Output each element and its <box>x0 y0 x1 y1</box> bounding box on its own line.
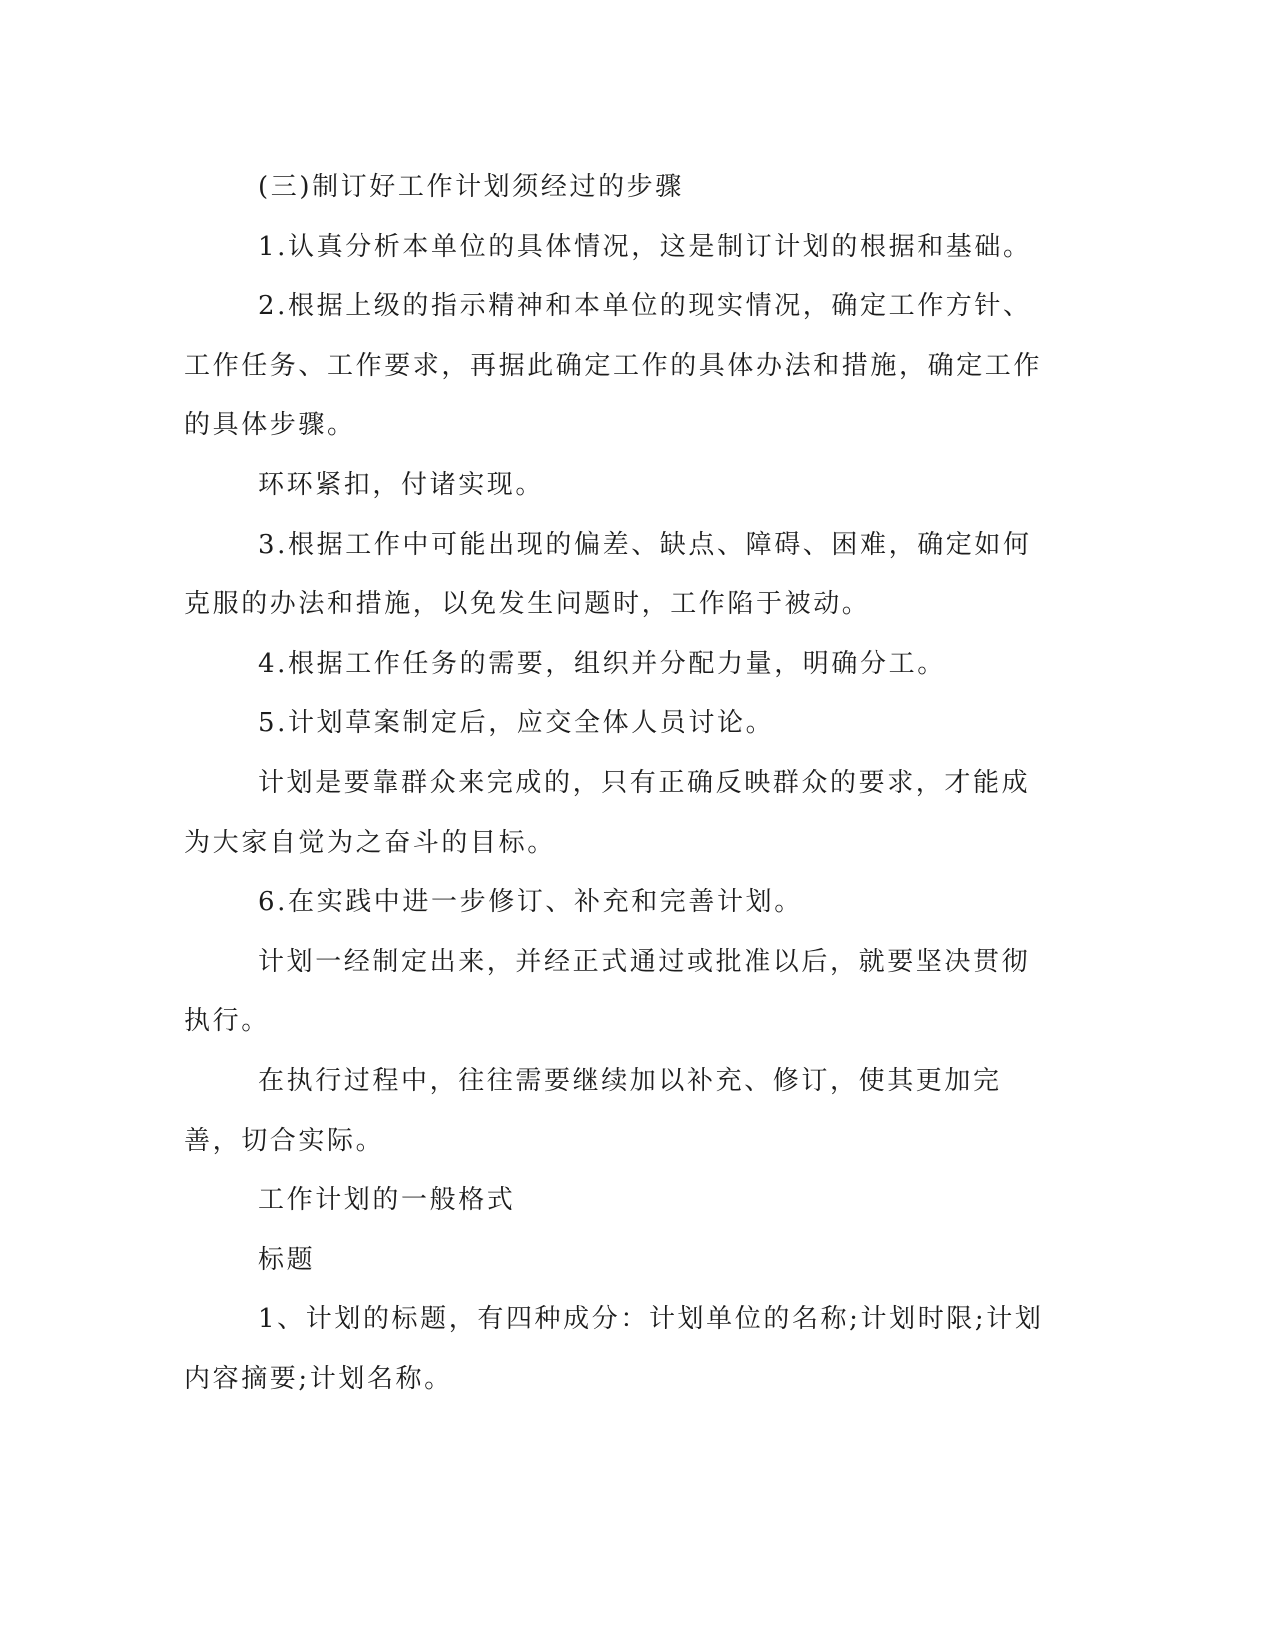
step-6-followup-paragraph: 计划一经制定出来，并经正式通过或批准以后，就要坚决贯彻执行。 <box>184 946 1031 1037</box>
title-heading: 标题 <box>258 1244 316 1275</box>
step-1-paragraph: 1.认真分析本单位的具体情况，这是制订计划的根据和基础。 <box>258 231 1032 262</box>
step-5-followup-paragraph: 计划是要靠群众来完成的，只有正确反映群众的要求，才能成为大家自觉为之奋斗的目标。 <box>184 767 1031 858</box>
step-3-paragraph: 3.根据工作中可能出现的偏差、缺点、障碍、困难，确定如何克服的办法和措施，以免发生问题时，工作陷于被动。 <box>184 529 1032 620</box>
step-6-execution-paragraph: 在执行过程中，往往需要继续加以补充、修订，使其更加完善，切合实际。 <box>184 1065 1002 1156</box>
step-2-paragraph: 2.根据上级的指示精神和本单位的现实情况，确定工作方针、工作任务、工作要求，再据此确定工作的具体办法和措施，确定工作的具体步骤。 <box>184 291 1043 441</box>
document-body <box>184 158 1052 1409</box>
step-5-paragraph: 5.计划草案制定后，应交全体人员讨论。 <box>258 708 775 739</box>
section-heading-steps: (三)制订好工作计划须经过的步骤 <box>258 172 684 202</box>
format-heading: 工作计划的一般格式 <box>258 1185 516 1216</box>
title-components-paragraph: 1、计划的标题，有四种成分：计划单位的名称;计划时限;计划内容摘要;计划名称。 <box>184 1304 1044 1394</box>
step-6-paragraph: 6.在实践中进一步修订、补充和完善计划。 <box>258 887 803 918</box>
step-2-followup-paragraph: 环环紧扣，付诸实现。 <box>258 469 545 500</box>
step-4-paragraph: 4.根据工作任务的需要，组织并分配力量，明确分工。 <box>258 648 946 679</box>
